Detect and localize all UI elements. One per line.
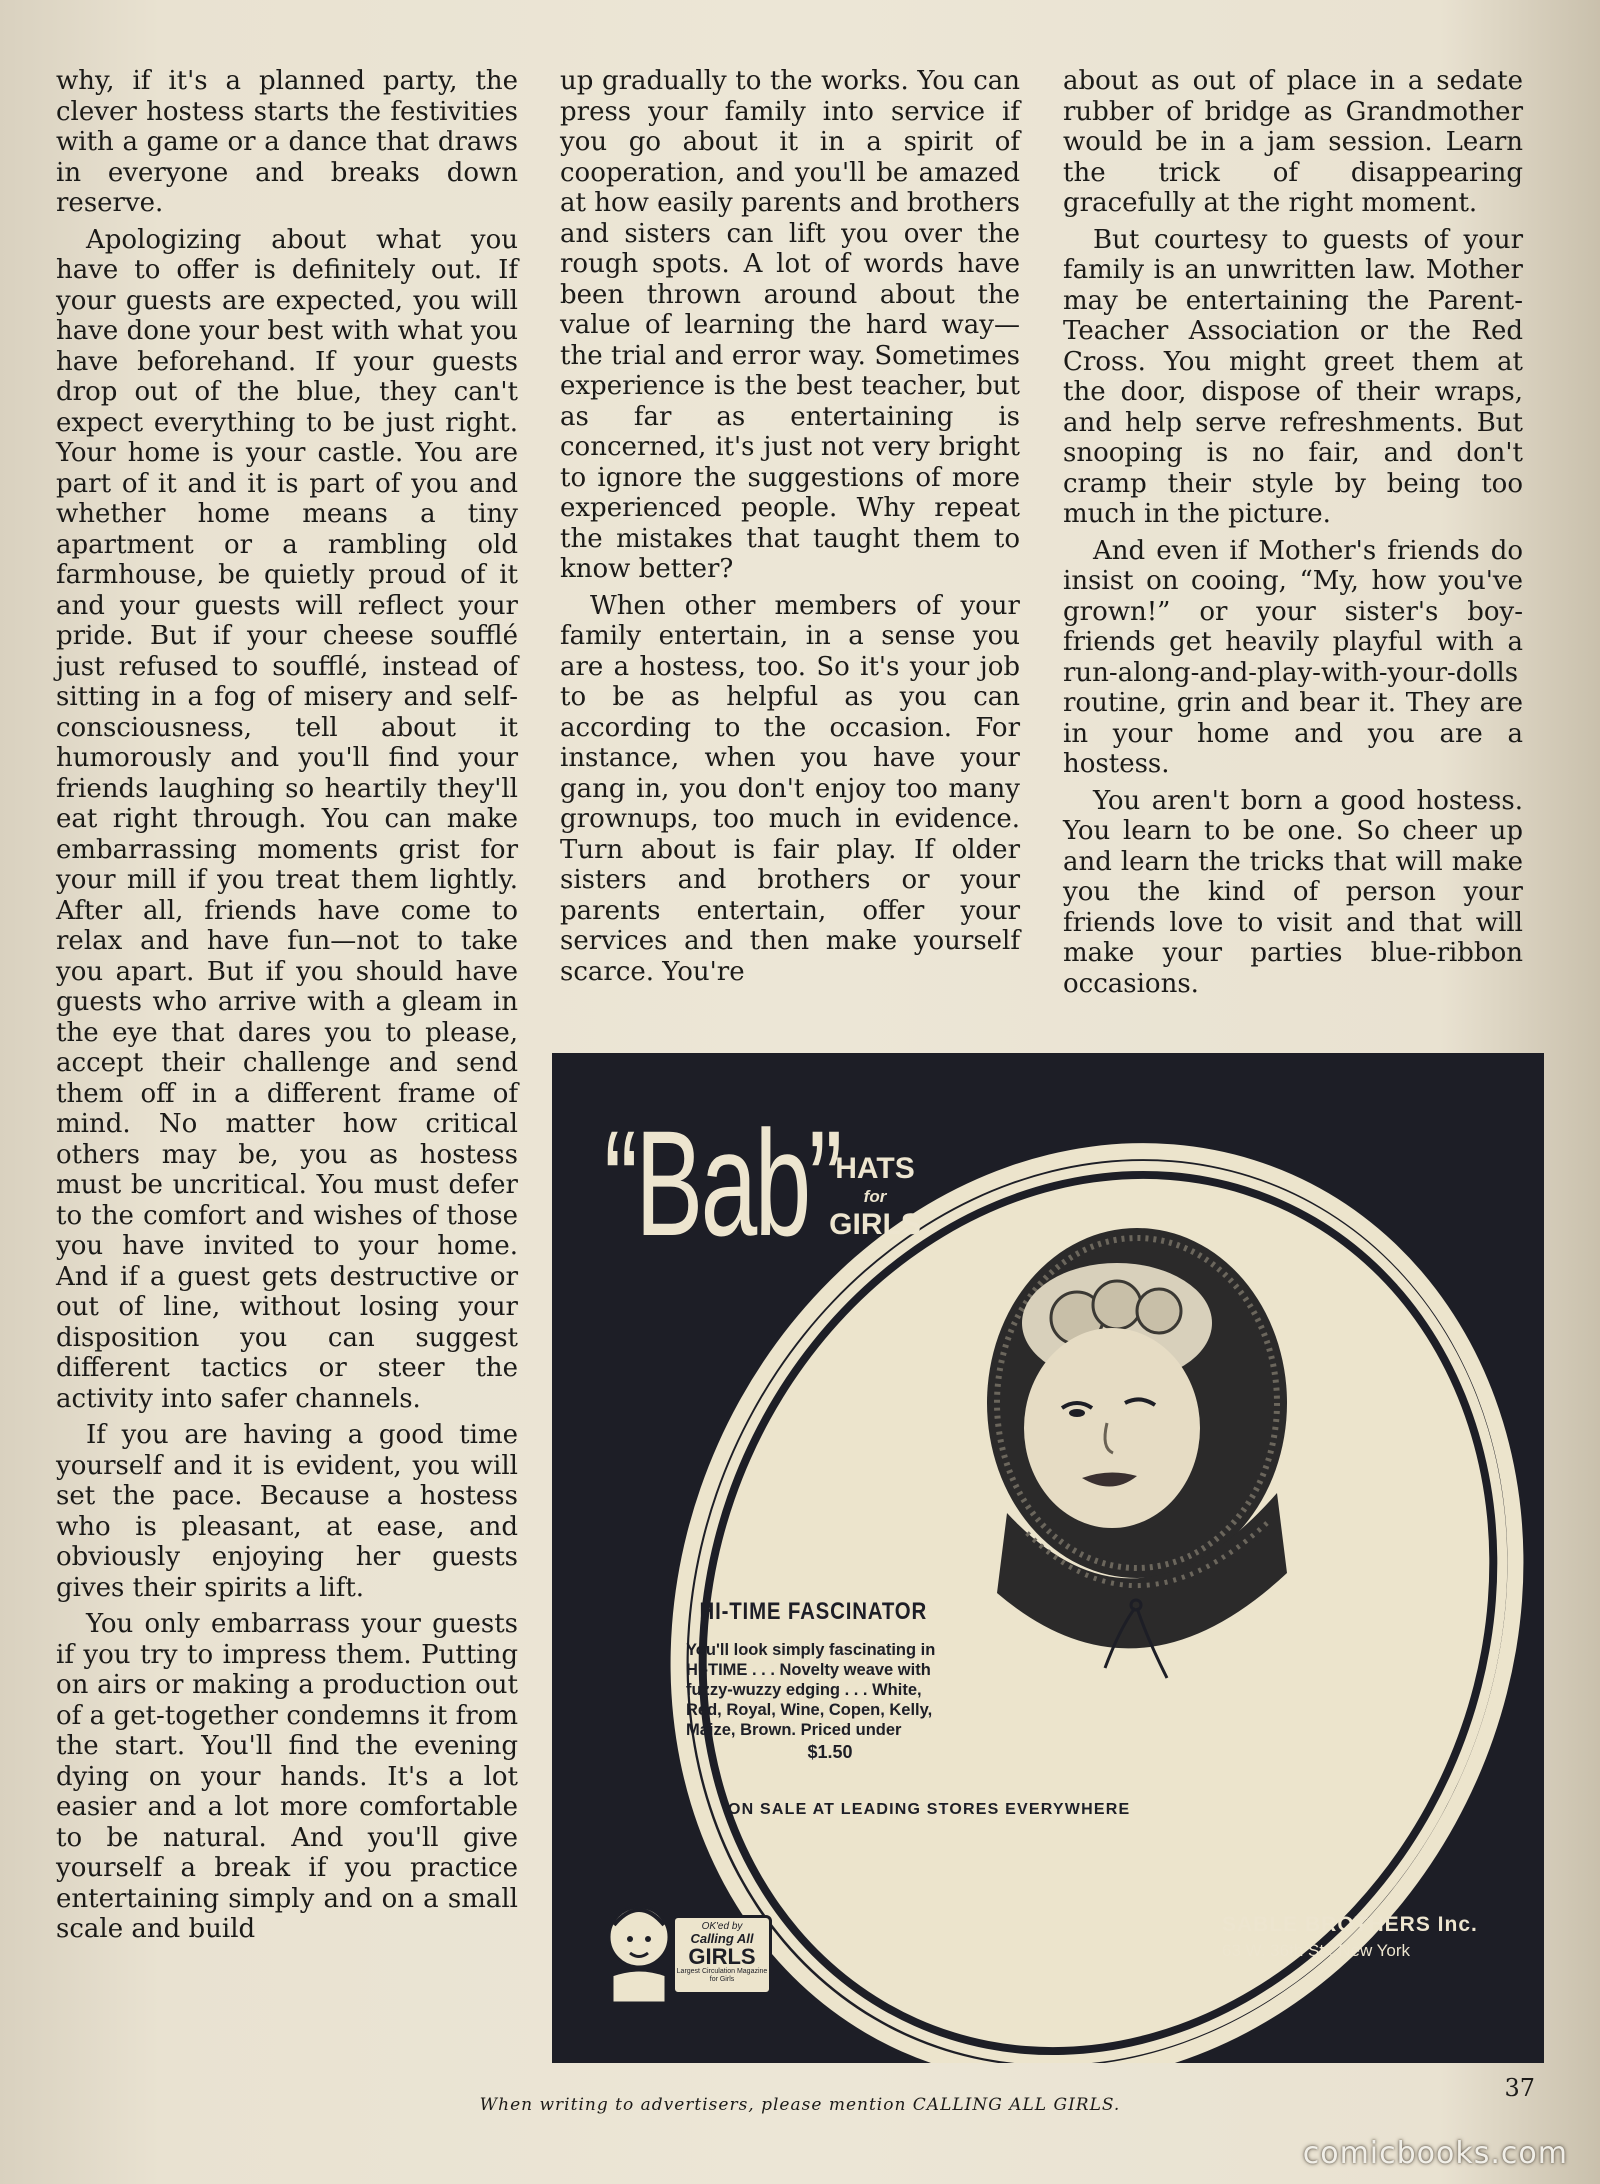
ad-tagline [820,1151,930,1243]
paragraph: And even if Mother's friends do insist on cooing, “My, how you've grown!” or your sister's boy-friends get heavily playful with a run-along-and-play-with-your-dolls routine, grin and bear it. They are in your home and you are a hostess. [1063,535,1523,779]
paragraph: up gradually to the works. You can press your family into service if you go about it in a spirit of cooperation, and you'll be amazed at how easily parents and brothers and sisters can lift you over the rough spots. A lot of words have been thrown around about the value of learning the hard way—the trial and error way. Sometimes experience is the best teacher, but as far as entertaining is concerned, it's just not very bright to ignore the suggestions of more experienced people. Why repeat the mistakes that taught them to know better? [560,66,1020,584]
ad-tagline-hats: HATS [835,1152,915,1185]
article-column-1 [56,66,518,2071]
ad-tagline-for: for [863,1187,887,1206]
approval-badge [594,1895,774,2005]
article-column-3 [1063,66,1523,1041]
paragraph: You aren't born a good hostess. You learn to be one. So cheer up and learn the tricks that will make you the kind of person your friends love to visit and that will make your parties blue-ribbon occasions. [1063,785,1523,999]
paragraph: If you are having a good time yourself and it is evident, you will set the pace. Because a hostess who is pleasant, at ease, and obviously enjoying her guests gives their spirits a lift. [56,1420,518,1603]
ad-availability: ON SALE AT LEADING STORES EVERYWHERE [728,1801,1131,1818]
ad-price: $1.50 [807,1742,853,1762]
advertiser-address: 63 W. 36th St., New York [1222,1941,1411,1960]
advertiser-name: SABLE BROTHERS Inc. [1222,1913,1478,1936]
paragraph: about as out of place in a sedate rubber of bridge as Grandmother would be in a jam session. Learn the trick of disappearing gracefully at the right moment. [1063,66,1523,218]
ad-product-block [680,1598,940,1763]
paragraph: When other members of your family entertain, in a sense you are a hostess, too. So it's your job to be as helpful as you can according to the occasion. For instance, when you have your gang in, you don't enjoy too many grownups, too much in evidence. Turn about is fair play. If older sisters and brothers or your parents entertain, offer your services and then make yourself scarce. You're [560,590,1020,987]
paragraph: You only embarrass your guests if you try to impress them. Putting on airs or making a production out of a get-together condemns it from the start. You'll find the evening dying on your hands. It's a lot easier and a lot more comfortable to be natural. And you'll give yourself a break if you practice entertaining simply and on a small scale and build [56,1609,518,1944]
girl-in-hood-illustration [967,1213,1307,1713]
ad-tagline-girls: GIRLS [829,1208,921,1241]
hat-advertisement [552,1053,1544,2063]
ad-brand-name: “Bab” [604,1099,840,1267]
ad-product-title: HI-TIME FASCINATOR [699,1598,928,1625]
paragraph: Apologizing about what you have to offer is definitely out. If your guests are expected, you will have done your best with what you have beforehand. If your guests drop out of the blue, they can't expect everything to be just right. Your home is your castle. You are part of it and it is part of you and whether home means a tiny apartment or a rambling old farmhouse, be quietly proud of it and your guests will reflect your pride. But if your cheese soufflé just refused to soufflé, instead of sitting in a fog of misery and self-consciousness, tell about it humorously and you'll find your friends laughing so heartily they'll eat right through. You can make embarrassing moments grist for your mill if you treat them lightly. After all, friends have come to relax and have fun—not to take you apart. But if you should have guests who arrive with a gleam in the eye that dares you to please, accept their challenge and send them off in a different frame of mind. No matter how critical others may be, you as hostess must be uncritical. You must defer to the comfort and wishes of those you have invited to your home. And if a guest gets destructive or out of line, without losing your disposition you can suggest different tactics or steer the activity into safer channels. [56,224,518,1414]
ad-product-description: You'll look simply fascinating in HI-TIME . . . Novelty weave with fuzzy-wuzzy edging . . . White, Red, Royal, Wine, Copen, Kelly, Maize, Brown. Priced under [686,1641,936,1739]
badge-line-1: OK'ed by [701,1921,743,1932]
advertiser-footer-note: When writing to advertisers, please mention CALLING ALL GIRLS. [479,2095,1121,2115]
page-number: 37 [1504,2074,1535,2102]
badge-line-3: GIRLS [688,1944,756,1969]
badge-girl-icon [594,1895,684,2005]
badge-line-4: Largest Circulation Magazine for Girls [676,1968,768,1983]
badge-line-2: Calling All [690,1931,754,1946]
badge-label [672,1915,772,1995]
paragraph: why, if it's a planned party, the clever hostess starts the festivities with a game or a dance that draws in everyone and breaks down reserve. [56,66,518,218]
advertiser-info [1222,1913,1478,1961]
watermark: comicbooks.com [1302,2136,1568,2171]
article-column-2 [560,66,1020,1041]
paragraph: But courtesy to guests of your family is an unwritten law. Mother may be entertaining the Parent-Teacher Association or the Red Cross. You might greet them at the door, dispose of their wraps, and help serve refreshments. But snooping is no fair, and don't cramp their style by being too much in the picture. [1063,224,1523,529]
